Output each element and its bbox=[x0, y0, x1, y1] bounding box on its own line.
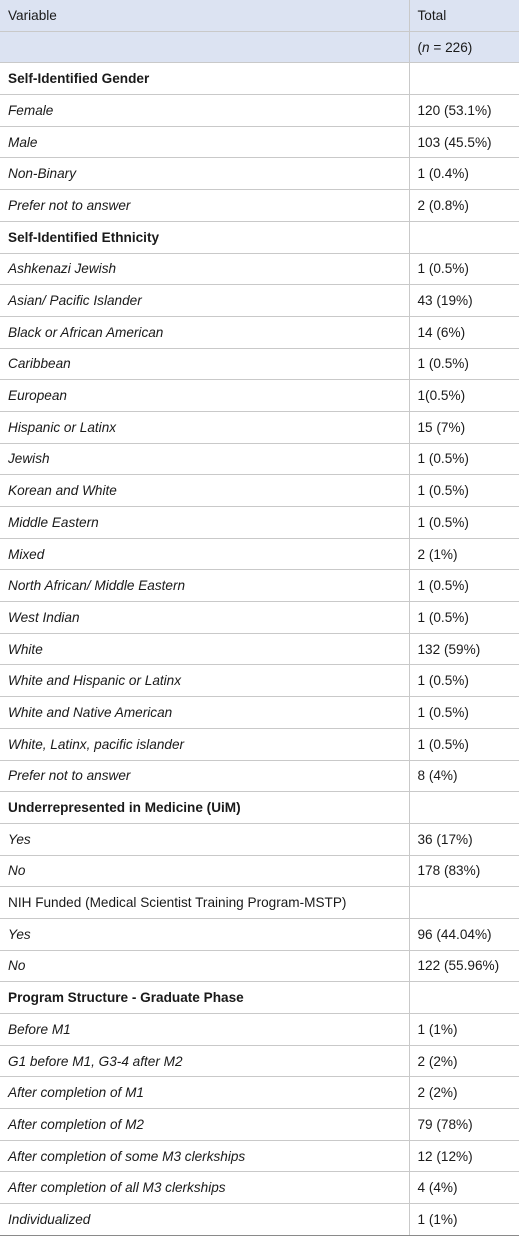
row-value: 2 (2%) bbox=[409, 1077, 519, 1109]
table-row bbox=[0, 1045, 519, 1077]
variable-column-header: Variable bbox=[0, 0, 409, 31]
row-label: Individualized bbox=[0, 1204, 409, 1236]
row-label: Female bbox=[0, 95, 409, 127]
row-label: G1 before M1, G3-4 after M2 bbox=[0, 1045, 409, 1077]
row-value: 1 (0.5%) bbox=[409, 507, 519, 539]
sample-size-symbol: n bbox=[422, 39, 430, 55]
row-value: 2 (2%) bbox=[409, 1045, 519, 1077]
row-label: Caribbean bbox=[0, 348, 409, 380]
table-row bbox=[0, 190, 519, 222]
row-label: Korean and White bbox=[0, 475, 409, 507]
row-value: 1 (0.5%) bbox=[409, 602, 519, 634]
row-label: European bbox=[0, 380, 409, 412]
row-label: Hispanic or Latinx bbox=[0, 411, 409, 443]
table-row bbox=[0, 1014, 519, 1046]
row-value bbox=[409, 982, 519, 1014]
table-row bbox=[0, 348, 519, 380]
sample-size-blank-cell bbox=[0, 31, 409, 63]
row-value: 1(0.5%) bbox=[409, 380, 519, 412]
table-row bbox=[0, 443, 519, 475]
row-label: White, Latinx, pacific islander bbox=[0, 728, 409, 760]
total-column-header: Total bbox=[409, 0, 519, 31]
table-row bbox=[0, 665, 519, 697]
row-label: After completion of M1 bbox=[0, 1077, 409, 1109]
row-value: 4 (4%) bbox=[409, 1172, 519, 1204]
row-value: 36 (17%) bbox=[409, 823, 519, 855]
section-label: Underrepresented in Medicine (UiM) bbox=[0, 792, 409, 824]
row-value: 1 (0.5%) bbox=[409, 570, 519, 602]
row-label: Asian/ Pacific Islander bbox=[0, 285, 409, 317]
row-value: 8 (4%) bbox=[409, 760, 519, 792]
table-row bbox=[0, 475, 519, 507]
table-row bbox=[0, 570, 519, 602]
row-value bbox=[409, 63, 519, 95]
table-row bbox=[0, 538, 519, 570]
row-value: 2 (0.8%) bbox=[409, 190, 519, 222]
row-label: Yes bbox=[0, 823, 409, 855]
row-value: 79 (78%) bbox=[409, 1109, 519, 1141]
section-header-row bbox=[0, 792, 519, 824]
row-value bbox=[409, 887, 519, 919]
row-value: 1 (1%) bbox=[409, 1014, 519, 1046]
row-value: 1 (0.5%) bbox=[409, 475, 519, 507]
table-row bbox=[0, 380, 519, 412]
row-value: 120 (53.1%) bbox=[409, 95, 519, 127]
sample-size-cell bbox=[409, 31, 519, 63]
row-label: White and Hispanic or Latinx bbox=[0, 665, 409, 697]
table-row bbox=[0, 1204, 519, 1236]
header-row bbox=[0, 0, 519, 31]
row-label: Mixed bbox=[0, 538, 409, 570]
row-value: 14 (6%) bbox=[409, 316, 519, 348]
table-row bbox=[0, 158, 519, 190]
row-value: 1 (0.4%) bbox=[409, 158, 519, 190]
row-value: 103 (45.5%) bbox=[409, 126, 519, 158]
table-row bbox=[0, 1172, 519, 1204]
row-value: 43 (19%) bbox=[409, 285, 519, 317]
sample-size-row bbox=[0, 31, 519, 63]
sample-size-open: ( bbox=[417, 39, 423, 55]
table-body bbox=[0, 63, 519, 1235]
row-value: 132 (59%) bbox=[409, 633, 519, 665]
row-value: 1 (1%) bbox=[409, 1204, 519, 1236]
row-label: Prefer not to answer bbox=[0, 760, 409, 792]
row-value bbox=[409, 221, 519, 253]
row-label: Non-Binary bbox=[0, 158, 409, 190]
row-value: 1 (0.5%) bbox=[409, 253, 519, 285]
row-label: Prefer not to answer bbox=[0, 190, 409, 222]
table-row bbox=[0, 1140, 519, 1172]
row-label: No bbox=[0, 950, 409, 982]
row-label: Black or African American bbox=[0, 316, 409, 348]
row-value: 1 (0.5%) bbox=[409, 697, 519, 729]
table-row bbox=[0, 633, 519, 665]
group-header-row bbox=[0, 887, 519, 919]
table-row bbox=[0, 602, 519, 634]
row-label: Middle Eastern bbox=[0, 507, 409, 539]
table-row bbox=[0, 950, 519, 982]
table-row bbox=[0, 316, 519, 348]
table-row bbox=[0, 126, 519, 158]
row-label: After completion of M2 bbox=[0, 1109, 409, 1141]
row-value: 1 (0.5%) bbox=[409, 443, 519, 475]
table-row bbox=[0, 823, 519, 855]
section-header-row bbox=[0, 221, 519, 253]
row-label: Before M1 bbox=[0, 1014, 409, 1046]
row-label: After completion of some M3 clerkships bbox=[0, 1140, 409, 1172]
row-value: 178 (83%) bbox=[409, 855, 519, 887]
row-value: 96 (44.04%) bbox=[409, 918, 519, 950]
row-label: Male bbox=[0, 126, 409, 158]
table-row bbox=[0, 728, 519, 760]
table-row bbox=[0, 507, 519, 539]
table-row bbox=[0, 411, 519, 443]
row-label: White bbox=[0, 633, 409, 665]
table-row bbox=[0, 1109, 519, 1141]
table-row bbox=[0, 760, 519, 792]
row-label: Jewish bbox=[0, 443, 409, 475]
section-label: NIH Funded (Medical Scientist Training Program-MSTP) bbox=[0, 887, 409, 919]
section-label: Self-Identified Gender bbox=[0, 63, 409, 95]
row-value: 15 (7%) bbox=[409, 411, 519, 443]
table-row bbox=[0, 918, 519, 950]
table-row bbox=[0, 253, 519, 285]
table-row bbox=[0, 1077, 519, 1109]
sample-size-rest: = 226) bbox=[429, 39, 473, 55]
row-label: After completion of all M3 clerkships bbox=[0, 1172, 409, 1204]
row-label: Ashkenazi Jewish bbox=[0, 253, 409, 285]
table-row bbox=[0, 285, 519, 317]
section-label: Program Structure - Graduate Phase bbox=[0, 982, 409, 1014]
row-value: 12 (12%) bbox=[409, 1140, 519, 1172]
row-label: Yes bbox=[0, 918, 409, 950]
row-value: 2 (1%) bbox=[409, 538, 519, 570]
table-row bbox=[0, 697, 519, 729]
row-label: North African/ Middle Eastern bbox=[0, 570, 409, 602]
row-value: 1 (0.5%) bbox=[409, 728, 519, 760]
row-label: No bbox=[0, 855, 409, 887]
row-value: 1 (0.5%) bbox=[409, 665, 519, 697]
table-row bbox=[0, 855, 519, 887]
row-value bbox=[409, 792, 519, 824]
row-value: 122 (55.96%) bbox=[409, 950, 519, 982]
row-value: 1 (0.5%) bbox=[409, 348, 519, 380]
section-header-row bbox=[0, 982, 519, 1014]
row-label: White and Native American bbox=[0, 697, 409, 729]
row-label: West Indian bbox=[0, 602, 409, 634]
table-row bbox=[0, 95, 519, 127]
section-header-row bbox=[0, 63, 519, 95]
section-label: Self-Identified Ethnicity bbox=[0, 221, 409, 253]
